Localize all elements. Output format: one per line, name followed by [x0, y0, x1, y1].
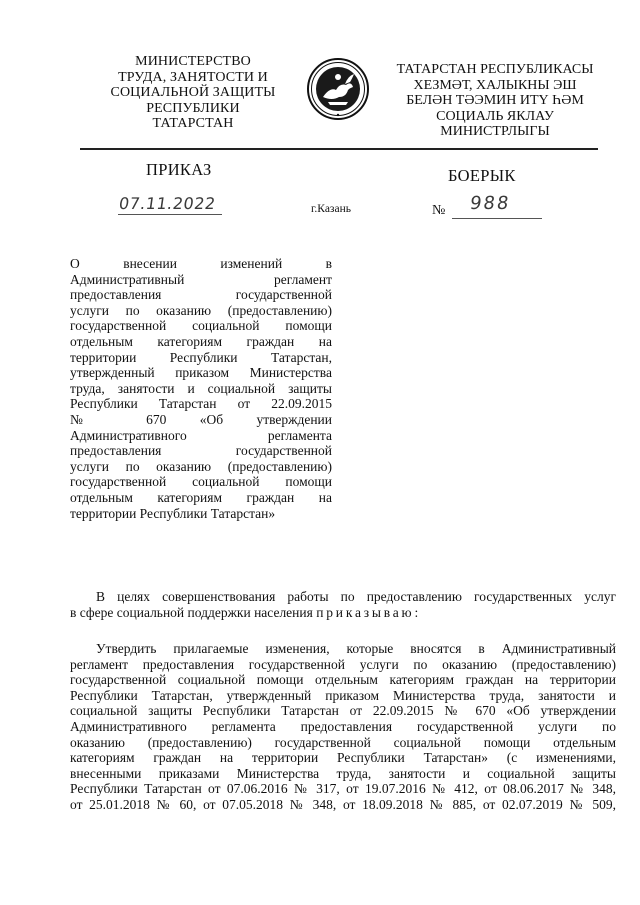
paragraph-line: категориям граждан на территории Республики Татарстан» (с изменениями, [70, 750, 616, 766]
subject-line: О внесении изменений в [70, 256, 332, 271]
preamble-line: В целях совершенствования работы по предоставлению государственных услуг [96, 589, 616, 604]
paragraph-line: государственной социальной помощи отдельным категориям граждан на территории [70, 672, 616, 688]
ministry-name-tatar [378, 62, 612, 140]
subject-line: Административного регламента [70, 427, 332, 443]
order-city: г.Казань [311, 203, 351, 215]
order-subject [70, 256, 332, 521]
subject-line: отдельным категориям граждан на [70, 489, 332, 505]
header-divider [80, 148, 598, 150]
paragraph-line: Утвердить прилагаемые изменения, которые вносятся в Административный [96, 641, 616, 656]
subject-line: территории Республики Татарстан, [70, 349, 332, 365]
paragraph-line: Республики Татарстан от 07.06.2016 № 317, от 19.07.2016 № 412, от 08.06.2017 № 348, [70, 781, 616, 797]
header-left-line: МИНИСТЕРСТВО [135, 54, 251, 69]
number-underline [452, 218, 542, 219]
order-word: приказываю: [316, 604, 421, 620]
order-label-russian: ПРИКАЗ [146, 160, 212, 179]
order-number: 988 [468, 193, 512, 214]
order-label-tatar: БОЕРЫК [448, 166, 516, 185]
subject-line: государственной социальной помощи [70, 318, 332, 334]
header-right-line: СОЦИАЛЬ ЯКЛАУ [436, 108, 554, 124]
paragraph-line: Республики Татарстан, утвержденный приказом Министерства труда, занятости и [70, 687, 616, 703]
header-right-line: ХЕЗМӘТ, ХАЛЫКНЫ ЭШ [413, 77, 577, 93]
subject-line: предоставления государственной [70, 287, 332, 303]
subject-line: утвержденный приказом Министерства [70, 365, 332, 381]
paragraph-line: от 25.01.2018 № 60, от 07.05.2018 № 348, от 18.09.2018 № 885, от 02.07.2019 № 509, [70, 796, 616, 812]
header-left-line: РЕСПУБЛИКИ [146, 100, 240, 116]
header-left-line: ТРУДА, ЗАНЯТОСТИ И [118, 69, 268, 85]
paragraph-line: оказанию (предоставлению) государственной социальной помощи отдельным [70, 734, 616, 750]
subject-line: государственной социальной помощи [70, 474, 332, 490]
paragraph-line: внесенными приказами Министерства труда, занятости и социальной защиты [70, 765, 616, 781]
paragraph-line: социальной защиты Республики Татарстан от 22.09.2015 № 670 «Об утверждении [70, 703, 616, 719]
tatarstan-coat-of-arms-icon [306, 57, 370, 121]
header-left-line: СОЦИАЛЬНОЙ ЗАЩИТЫ [110, 85, 276, 100]
header-left-line: ТАТАРСТАН [152, 116, 234, 131]
header-right-line: БЕЛӘН ТӘЭМИН ИТҮ ҺӘМ [406, 93, 584, 108]
header-right-line: МИНИСТРЛЫГЫ [440, 124, 550, 139]
main-paragraph [70, 641, 616, 813]
ministry-name-russian [88, 54, 298, 132]
preamble-line [70, 605, 616, 621]
subject-line: услуги по оказанию (предоставлению) [70, 302, 332, 318]
subject-line: Административный регламент [70, 271, 332, 287]
subject-line: труда, занятости и социальной защиты [70, 380, 332, 396]
preamble-text: в сфере социальной поддержки населения [70, 604, 313, 620]
date-underline [118, 214, 222, 215]
subject-line: № 670 «Об утверждении [70, 411, 332, 427]
number-sign: № [432, 203, 446, 218]
subject-line: территории Республики Татарстан» [70, 505, 276, 521]
subject-line: Республики Татарстан от 22.09.2015 [70, 396, 332, 412]
subject-line: услуги по оказанию (предоставлению) [70, 458, 332, 474]
subject-line: отдельным категориям граждан на [70, 333, 332, 349]
preamble-paragraph [70, 589, 616, 620]
subject-line: предоставления государственной [70, 443, 332, 459]
header-right-line: ТАТАРСТАН РЕСПУБЛИКАСЫ [396, 62, 594, 77]
order-date: 07.11.2022 [117, 194, 217, 213]
paragraph-line: Административного регламента предоставления государственной услуги по [70, 718, 616, 734]
paragraph-line: регламент предоставления государственной услуги по оказанию (предоставлению) [70, 656, 616, 672]
